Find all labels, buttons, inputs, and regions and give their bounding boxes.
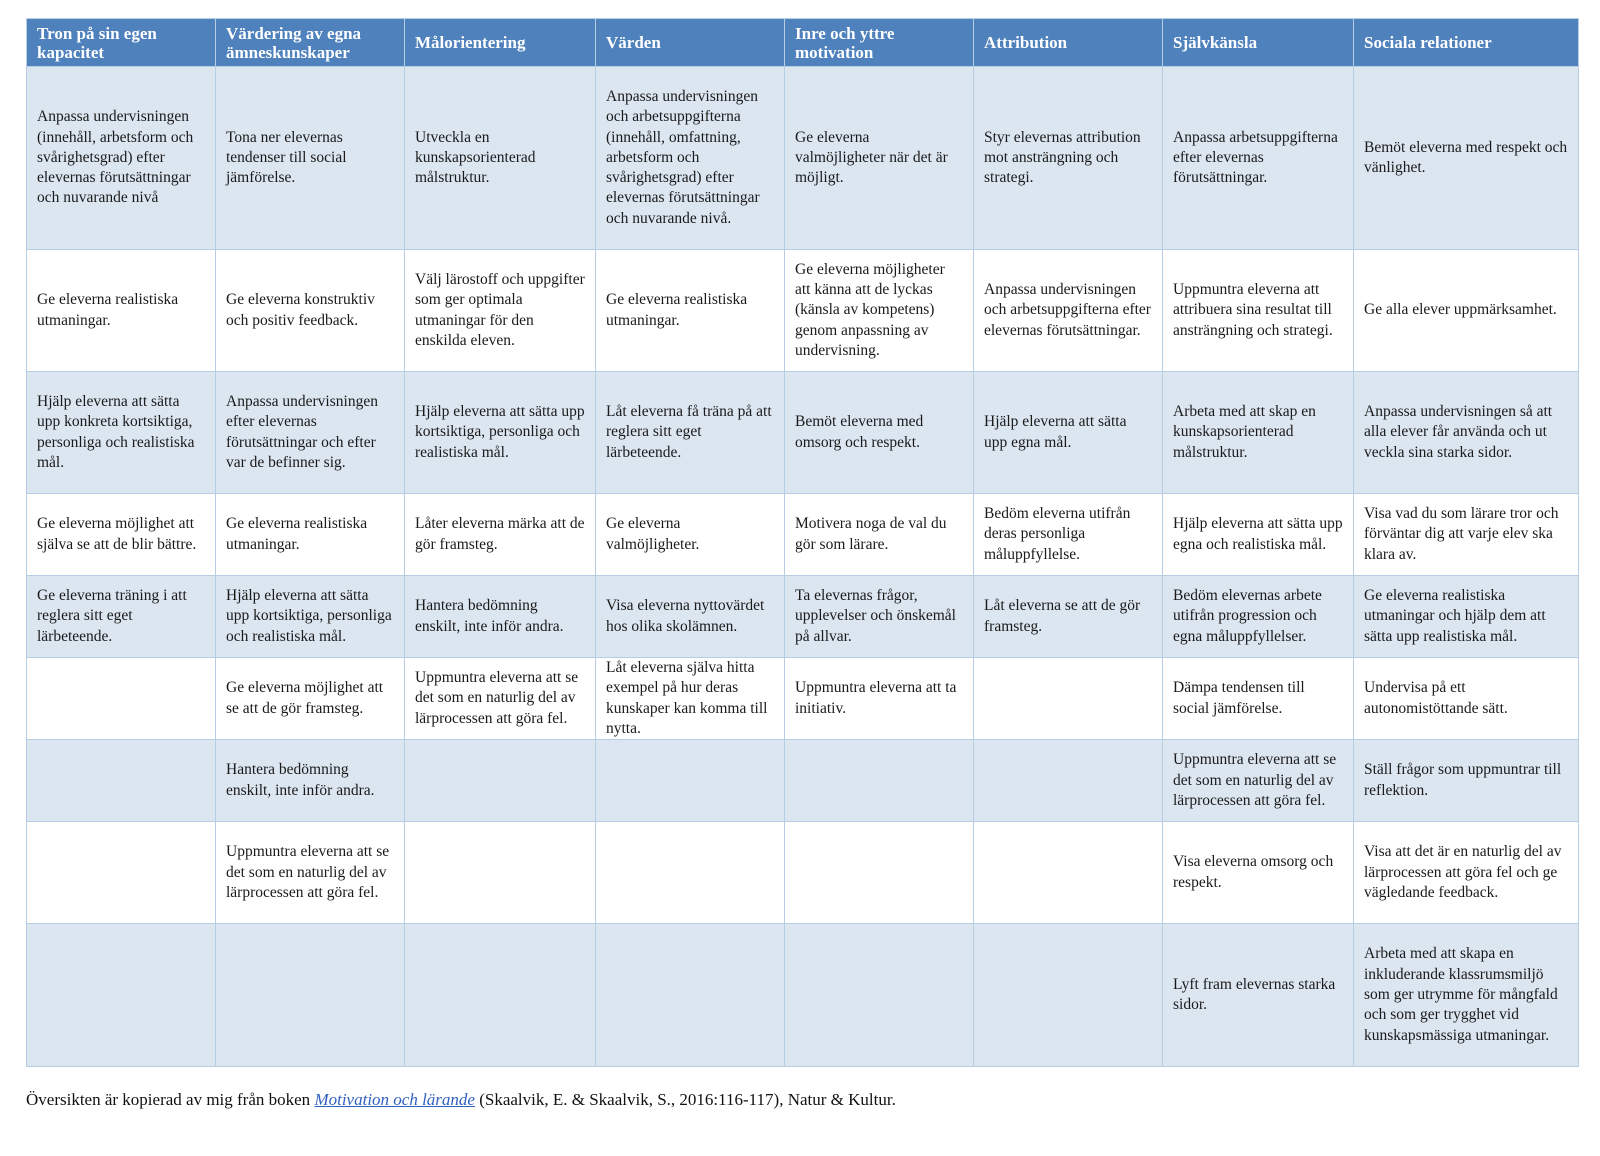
table-cell: Anpassa undervisningen (innehåll, arbetsform och svårighetsgrad) efter elevernas förutsättningar och nuvarande nivå (27, 67, 216, 250)
table-cell: Lyft fram elevernas starka sidor. (1163, 924, 1354, 1067)
table-cell: Motivera noga de val du gör som lärare. (785, 494, 974, 576)
table-cell (405, 740, 596, 822)
header-row (27, 19, 1579, 67)
table-cell (27, 924, 216, 1067)
table-cell: Visa eleverna nyttovärdet hos olika skolämnen. (596, 576, 785, 658)
table-cell: Hantera bedömning enskilt, inte inför andra. (216, 740, 405, 822)
table-row (27, 924, 1579, 1067)
table-cell: Ge eleverna möjligheter att känna att de lyckas (känsla av kompetens) genom anpassning av undervisning. (785, 250, 974, 372)
table-cell: Bemöt eleverna med respekt och vänlighet. (1354, 67, 1579, 250)
column-header: Attribution (974, 19, 1163, 67)
table-cell (27, 658, 216, 740)
table-cell: Visa att det är en naturlig del av lärprocessen att göra fel och ge vägledande feedback. (1354, 822, 1579, 924)
table-cell (974, 658, 1163, 740)
table-row (27, 740, 1579, 822)
motivation-strategies-table (26, 18, 1579, 1067)
table-cell: Visa eleverna omsorg och respekt. (1163, 822, 1354, 924)
table-cell: Bedöm eleverna utifrån deras personliga måluppfyllelse. (974, 494, 1163, 576)
strategy-table-container (26, 18, 1578, 1067)
table-cell: Ställ frågor som uppmuntrar till reflektion. (1354, 740, 1579, 822)
table-cell: Ge eleverna realistiska utmaningar. (216, 494, 405, 576)
table-cell (785, 924, 974, 1067)
table-cell: Ge eleverna valmöjligheter när det är möjligt. (785, 67, 974, 250)
table-cell: Visa vad du som lärare tror och förväntar dig att varje elev ska klara av. (1354, 494, 1579, 576)
table-row (27, 822, 1579, 924)
table-cell: Låt eleverna se att de gör framsteg. (974, 576, 1163, 658)
table-cell: Ge eleverna konstruktiv och positiv feedback. (216, 250, 405, 372)
table-cell: Hjälp eleverna att sätta upp konkreta kortsiktiga, personliga och realistiska mål. (27, 372, 216, 494)
table-cell: Hjälp eleverna att sätta upp kortsiktiga, personliga och realistiska mål. (405, 372, 596, 494)
table-cell (27, 822, 216, 924)
table-cell: Uppmuntra eleverna att attribuera sina resultat till ansträngning och strategi. (1163, 250, 1354, 372)
table-cell: Utveckla en kunskapsorienterad målstruktur. (405, 67, 596, 250)
table-cell (785, 740, 974, 822)
table-cell: Ge eleverna valmöjligheter. (596, 494, 785, 576)
table-cell: Anpassa arbetsuppgifterna efter elevernas förutsättningar. (1163, 67, 1354, 250)
table-cell: Undervisa på ett autonomistöttande sätt. (1354, 658, 1579, 740)
table-cell: Anpassa undervisningen så att alla elever får använda och ut veckla sina starka sidor. (1354, 372, 1579, 494)
column-header: Självkänsla (1163, 19, 1354, 67)
table-cell (405, 822, 596, 924)
table-cell: Ge eleverna möjlighet att se att de gör framsteg. (216, 658, 405, 740)
table-body (27, 67, 1579, 1067)
column-header: Målorientering (405, 19, 596, 67)
table-cell: Tona ner elevernas tendenser till social jämförelse. (216, 67, 405, 250)
column-header: Inre och yttre motivation (785, 19, 974, 67)
table-row (27, 494, 1579, 576)
table-cell: Låt eleverna själva hitta exempel på hur deras kunskaper kan komma till nytta. (596, 658, 785, 740)
table-cell: Hjälp eleverna att sätta upp kortsiktiga, personliga och realistiska mål. (216, 576, 405, 658)
table-row (27, 576, 1579, 658)
table-cell: Hjälp eleverna att sätta upp egna mål. (974, 372, 1163, 494)
table-cell: Ge eleverna realistiska utmaningar. (27, 250, 216, 372)
column-header: Värdering av egna ämneskunskaper (216, 19, 405, 67)
table-cell: Ge eleverna realistiska utmaningar. (596, 250, 785, 372)
table-cell: Arbeta med att skap en kunskapsorienterad målstruktur. (1163, 372, 1354, 494)
table-cell: Anpassa undervisningen och arbetsuppgifterna efter elevernas förutsättningar. (974, 250, 1163, 372)
table-cell: Bedöm elevernas arbete utifrån progression och egna måluppfyllelser. (1163, 576, 1354, 658)
footnote-prefix: Översikten är kopierad av mig från boken (26, 1090, 315, 1109)
table-cell: Anpassa undervisningen efter elevernas förutsättningar och efter var de befinner sig. (216, 372, 405, 494)
table-cell (974, 822, 1163, 924)
table-row (27, 250, 1579, 372)
table-cell: Uppmuntra eleverna att ta initiativ. (785, 658, 974, 740)
book-title-link[interactable]: Motivation och lärande (314, 1090, 475, 1109)
column-header: Tron på sin egen kapacitet (27, 19, 216, 67)
table-cell: Uppmuntra eleverna att se det som en naturlig del av lärprocessen att göra fel. (405, 658, 596, 740)
table-cell (785, 822, 974, 924)
table-row (27, 67, 1579, 250)
source-footnote (26, 1090, 896, 1110)
table-cell: Styr elevernas attribution mot ansträngning och strategi. (974, 67, 1163, 250)
table-cell: Arbeta med att skapa en inkluderande klassrumsmiljö som ger utrymme för mångfald och som ger trygghet vid kunskapsmässiga utmaningar. (1354, 924, 1579, 1067)
table-cell: Hantera bedömning enskilt, inte inför andra. (405, 576, 596, 658)
table-cell (27, 740, 216, 822)
table-cell: Hjälp eleverna att sätta upp egna och realistiska mål. (1163, 494, 1354, 576)
footnote-suffix: (Skaalvik, E. & Skaalvik, S., 2016:116-117), Natur & Kultur. (474, 1090, 896, 1109)
table-row (27, 658, 1579, 740)
table-cell: Ge eleverna träning i att reglera sitt eget lärbeteende. (27, 576, 216, 658)
table-cell (974, 924, 1163, 1067)
table-cell: Ge eleverna möjlighet att själva se att de blir bättre. (27, 494, 216, 576)
table-cell: Ta elevernas frågor, upplevelser och önskemål på allvar. (785, 576, 974, 658)
table-cell: Uppmuntra eleverna att se det som en naturlig del av lärprocessen att göra fel. (216, 822, 405, 924)
table-cell (974, 740, 1163, 822)
table-cell: Låt eleverna få träna på att reglera sitt eget lärbeteende. (596, 372, 785, 494)
table-row (27, 372, 1579, 494)
table-cell (596, 822, 785, 924)
table-cell (596, 740, 785, 822)
table-cell (216, 924, 405, 1067)
table-cell: Låter eleverna märka att de gör framsteg. (405, 494, 596, 576)
table-cell: Dämpa tendensen till social jämförelse. (1163, 658, 1354, 740)
table-cell: Uppmuntra eleverna att se det som en naturlig del av lärprocessen att göra fel. (1163, 740, 1354, 822)
column-header: Sociala relationer (1354, 19, 1579, 67)
table-cell: Ge eleverna realistiska utmaningar och hjälp dem att sätta upp realistiska mål. (1354, 576, 1579, 658)
table-header (27, 19, 1579, 67)
table-cell (596, 924, 785, 1067)
table-cell (405, 924, 596, 1067)
table-cell: Välj lärostoff och uppgifter som ger optimala utmaningar för den enskilda eleven. (405, 250, 596, 372)
table-cell: Anpassa undervisningen och arbetsuppgifterna (innehåll, omfattning, arbetsform och svårighetsgrad) efter elevernas förutsättningar och nuvarande nivå. (596, 67, 785, 250)
column-header: Värden (596, 19, 785, 67)
table-cell: Bemöt eleverna med omsorg och respekt. (785, 372, 974, 494)
table-cell: Ge alla elever uppmärksamhet. (1354, 250, 1579, 372)
